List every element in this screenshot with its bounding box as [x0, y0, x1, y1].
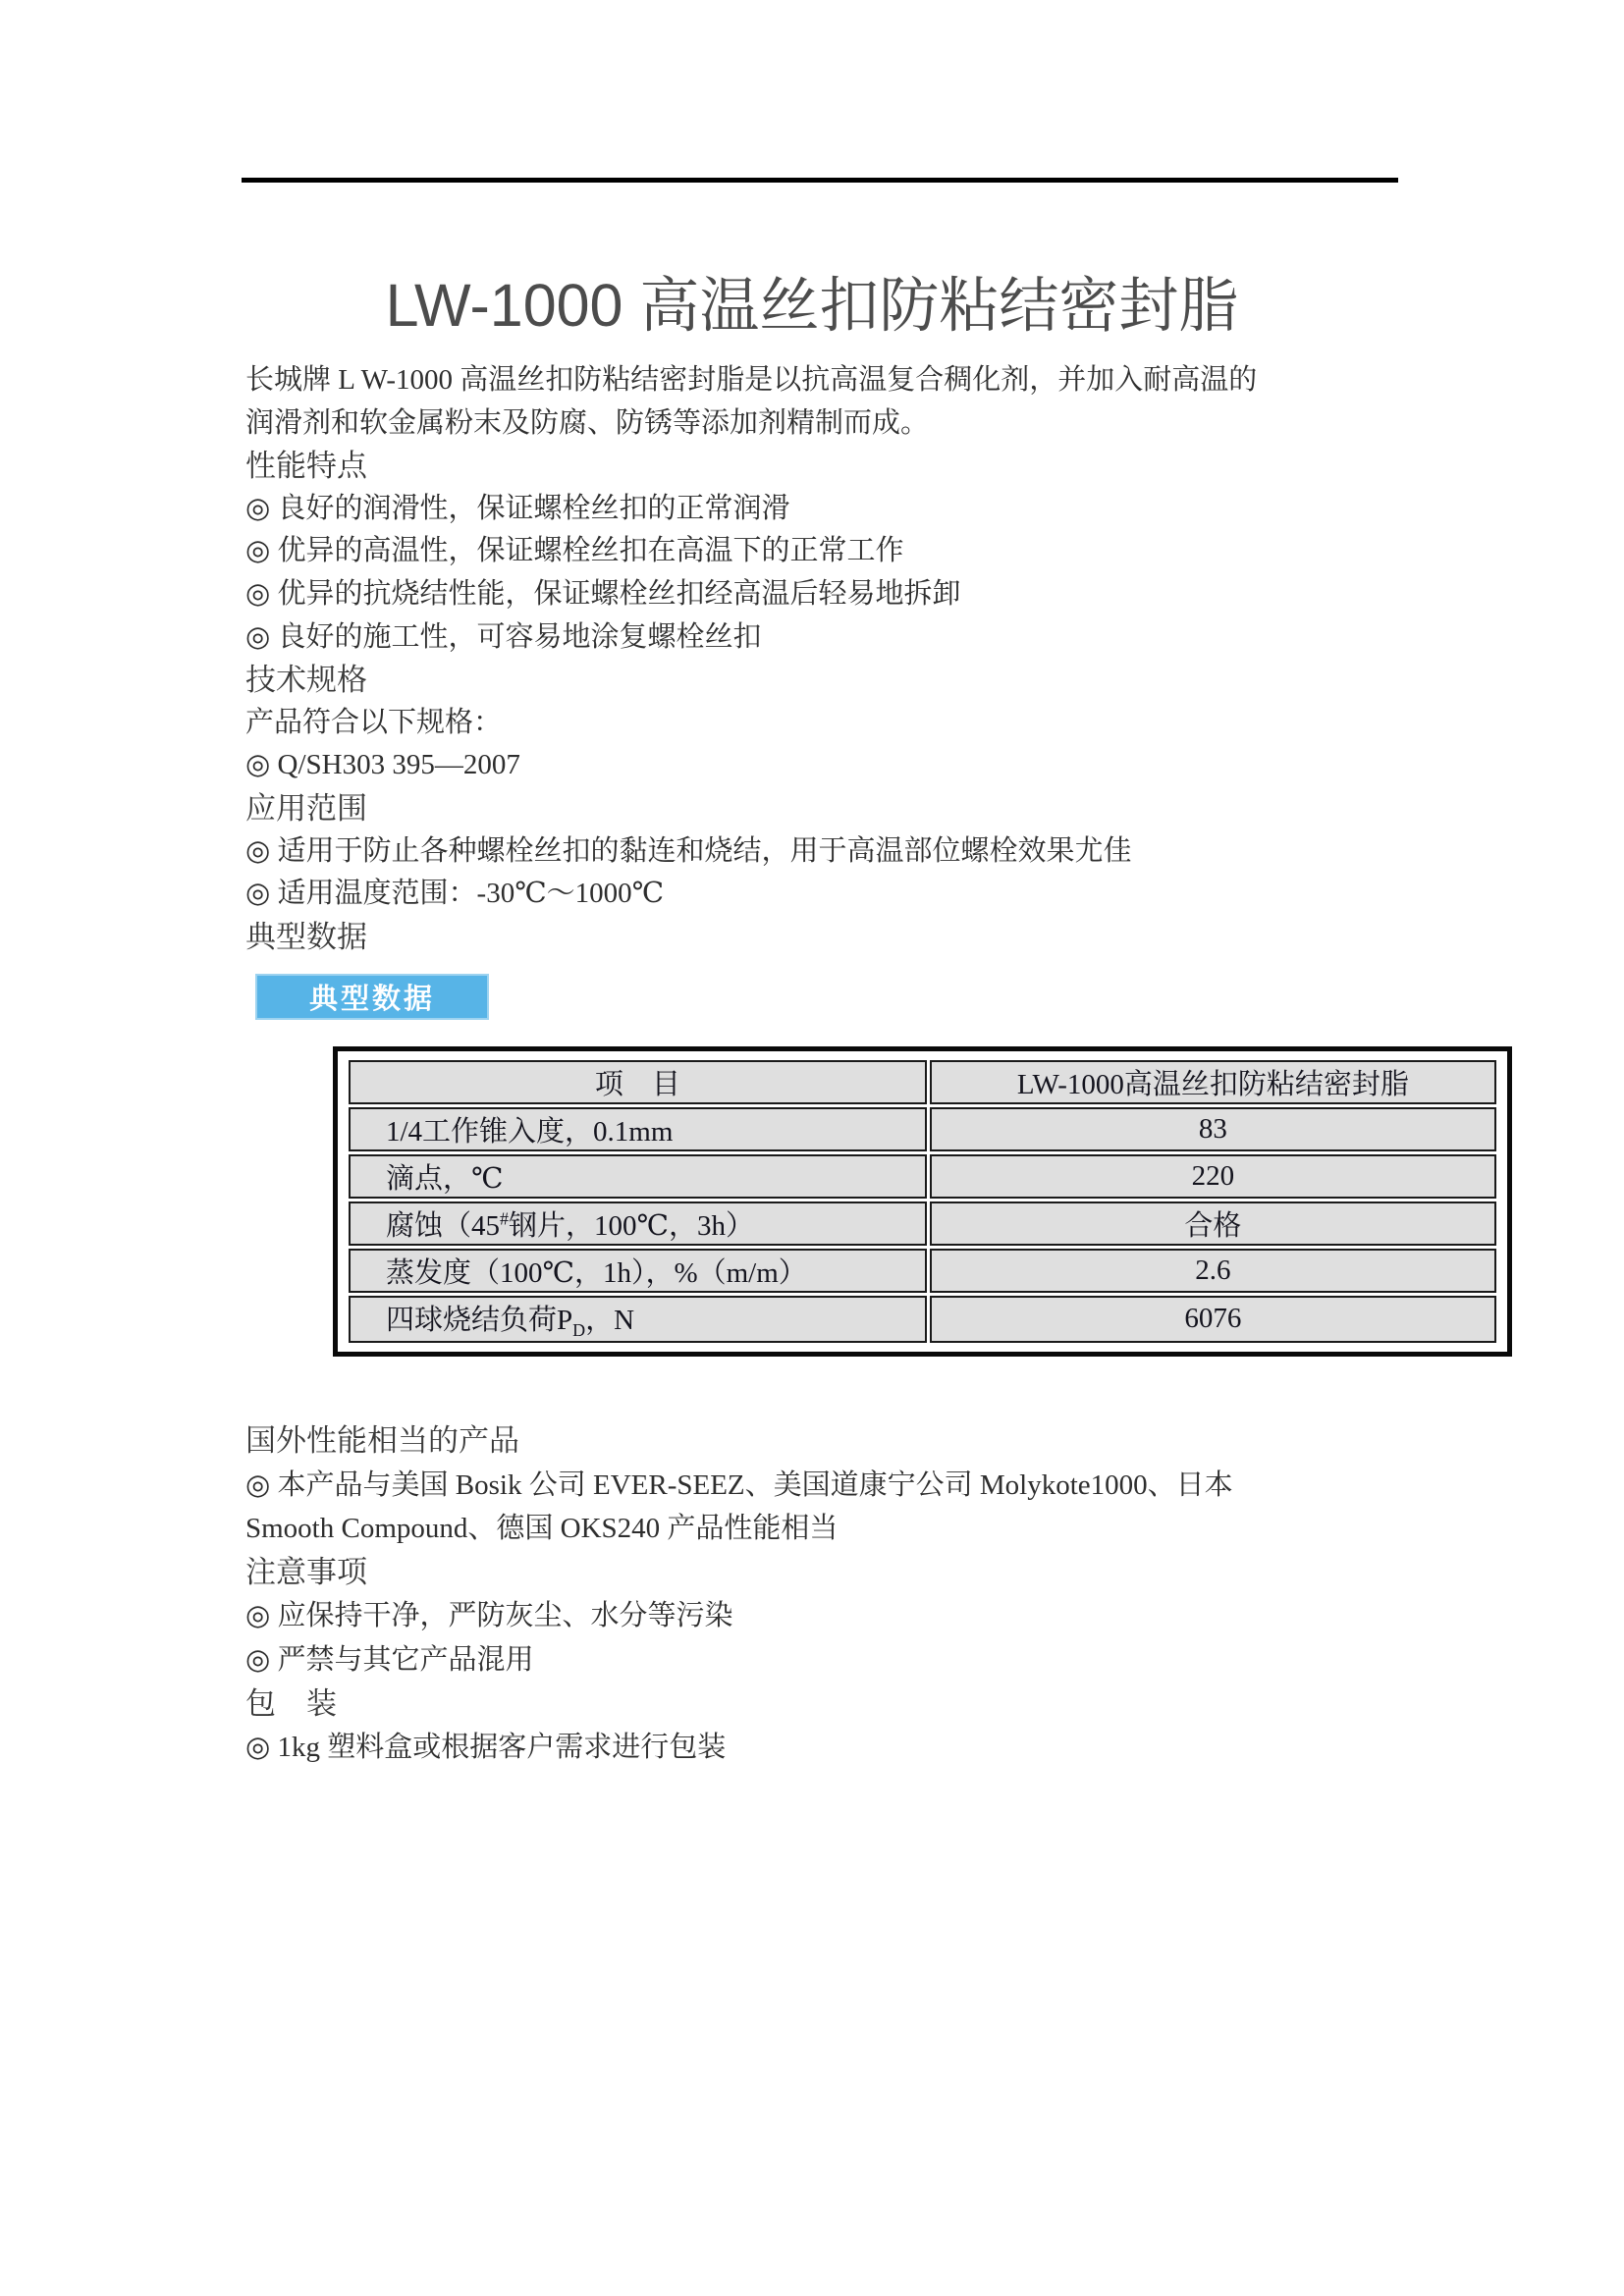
row-label-corrosion: [349, 1201, 927, 1246]
content-main: [245, 359, 1424, 958]
intro-line-2: 润滑剂和软金属粉末及防腐、防锈等添加剂精制而成。: [245, 406, 930, 439]
row-label-text: 1/4工作锥入度，0.1mm: [386, 1116, 674, 1148]
bullet-application-2: ◎ 适用温度范围：-30℃～1000℃: [245, 878, 665, 910]
spec-intro: 产品符合以下规格：: [245, 706, 503, 738]
row-label-text: 蒸发度（100℃，1h），%（m/m）: [386, 1257, 807, 1289]
section-heading-spec: 技术规格: [245, 663, 367, 698]
table-row-drop-point: [349, 1154, 1496, 1199]
table-row-corrosion: [349, 1201, 1496, 1246]
section-heading-notes: 注意事项: [245, 1554, 367, 1589]
row-label-text: 滴点，℃: [386, 1163, 504, 1195]
row-label-post: 钢片，100℃，3h）: [509, 1210, 754, 1242]
row-label-weld-load: [349, 1296, 927, 1343]
table-header-item: 项 目: [349, 1060, 927, 1104]
header-rule: [242, 178, 1398, 183]
row-label-text: 腐蚀（45: [386, 1210, 501, 1242]
table-row-weld-load: [349, 1296, 1496, 1343]
section-heading-packaging: 包 装: [245, 1685, 337, 1721]
table-header-row: [349, 1060, 1496, 1104]
typical-data-badge: 典型数据: [255, 974, 489, 1020]
bullet-performance-1: ◎ 良好的润滑性，保证螺栓丝扣的正常润滑: [245, 492, 790, 524]
section-heading-typical-data: 典型数据: [245, 919, 367, 954]
row-label-evaporation: [349, 1249, 927, 1293]
row-value-corrosion: 合格: [930, 1201, 1496, 1246]
table-header-product: LW-1000高温丝扣防粘结密封脂: [930, 1060, 1496, 1104]
bullet-performance-2: ◎ 优异的高温性，保证螺栓丝扣在高温下的正常工作: [245, 535, 904, 567]
page-title: LW-1000 高温丝扣防粘结密封脂: [385, 272, 1239, 339]
section-heading-application: 应用范围: [245, 790, 367, 826]
equivalent-line-1: ◎ 本产品与美国 Bosik 公司 EVER-SEEZ、美国道康宁公司 Molykote1000、日本: [245, 1468, 1233, 1501]
equivalent-line-2: Smooth Compound、德国 OKS240 产品性能相当: [245, 1513, 839, 1545]
bullet-application-1: ◎ 适用于防止各种螺栓丝扣的黏连和烧结，用于高温部位螺栓效果尤佳: [245, 834, 1132, 867]
bullet-spec-1: ◎ Q/SH303 395—2007: [245, 749, 520, 781]
intro-line-1: 长城牌 L W-1000 高温丝扣防粘结密封脂是以抗高温复合稠化剂，并加入耐高温的: [245, 364, 1258, 396]
table-row-penetration: [349, 1107, 1496, 1151]
section-heading-equivalent: 国外性能相当的产品: [245, 1423, 519, 1458]
row-value-penetration: 83: [930, 1107, 1496, 1151]
row-label-sub: D: [572, 1319, 586, 1340]
bullet-performance-3: ◎ 优异的抗烧结性能，保证螺栓丝扣经高温后轻易地拆卸: [245, 577, 961, 610]
bullet-notes-2: ◎ 严禁与其它产品混用: [245, 1643, 534, 1676]
section-heading-performance: 性能特点: [245, 449, 367, 484]
content-bottom: [245, 1419, 1424, 1770]
row-value-weld-load: 6076: [930, 1296, 1496, 1343]
row-label-drop-point: [349, 1154, 927, 1199]
table-row-evaporation: [349, 1249, 1496, 1293]
row-value-drop-point: 220: [930, 1154, 1496, 1199]
bullet-performance-4: ◎ 良好的施工性，可容易地涂复螺栓丝扣: [245, 620, 762, 653]
row-label-penetration: [349, 1107, 927, 1151]
row-label-post: ，N: [585, 1305, 635, 1336]
row-value-evaporation: 2.6: [930, 1249, 1496, 1293]
bullet-notes-1: ◎ 应保持干净，严防灰尘、水分等污染: [245, 1600, 733, 1632]
row-label-sup: #: [500, 1208, 509, 1229]
row-label-text: 四球烧结负荷P: [386, 1305, 573, 1336]
typical-data-table: [333, 1046, 1512, 1357]
bullet-packaging-1: ◎ 1kg 塑料盒或根据客户需求进行包装: [245, 1732, 727, 1764]
